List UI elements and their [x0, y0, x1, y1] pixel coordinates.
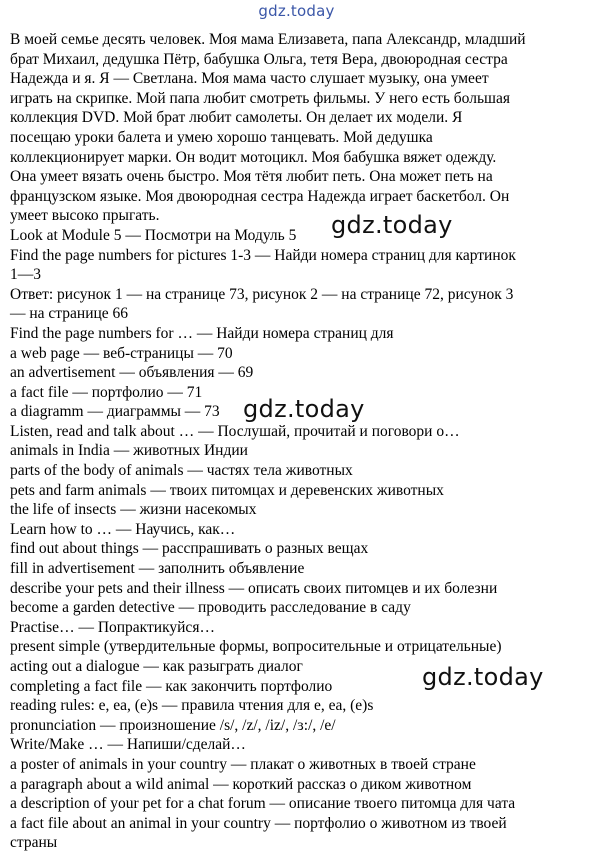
list-item: present simple (утвердительные формы, вопросительные и отрицательные)	[10, 638, 502, 656]
list-item: страны	[10, 834, 58, 852]
task-line: Find the page numbers for pictures 1-3 — Найди номера страниц для картинок	[10, 246, 516, 264]
section-heading: Write/Make … — Напиши/сделай…	[10, 736, 246, 754]
story-line: Надежда и я. Я — Светлана. Моя мама часто слушает музыку, она умеет	[10, 70, 489, 88]
story-line: коллекционирует марки. Он водит мотоцикл. Моя бабушка вяжет одежду.	[10, 148, 497, 166]
watermark-text: gdz.today	[422, 663, 544, 691]
list-item: a poster of animals in your country — плакат о животных в твоей стране	[10, 755, 476, 773]
section-heading: Listen, read and talk about … — Послушай, прочитай и поговори о…	[10, 422, 460, 440]
document-body	[10, 30, 586, 853]
list-item: a paragraph about a wild animal — короткий рассказ о диком животном	[10, 775, 472, 793]
site-header-logo[interactable]: gdz.today	[258, 2, 335, 20]
story-line: умеет высоко прыгать.	[10, 207, 160, 225]
story-line: Она умеет вязать очень быстро. Моя тётя любит петь. Она может петь на	[10, 168, 493, 186]
task-line: 1—3	[10, 266, 41, 284]
list-item: completing a fact file — как закончить портфолио	[10, 677, 333, 695]
list-item: a description of your pet for a chat forum — описание твоего питомца для чата	[10, 795, 516, 813]
answer-line: Ответ: рисунок 1 — на странице 73, рисунок 2 — на странице 72, рисунок 3	[10, 285, 514, 303]
story-line: посещаю уроки балета и умею хорошо танцевать. Мой дедушка	[10, 128, 433, 146]
list-item: a fact file about an animal in your country — портфолио о животном из твоей	[10, 814, 507, 832]
list-item: a diagramm — диаграммы — 73	[10, 403, 220, 421]
section-heading: Learn how to … — Научись, как…	[10, 520, 236, 538]
watermark-text: gdz.today	[243, 395, 365, 423]
list-item: a web page — веб-страницы — 70	[10, 344, 233, 362]
watermark-text: gdz.today	[331, 211, 453, 239]
list-item: fill in advertisement — заполнить объявление	[10, 560, 305, 578]
section-heading: Practise… — Попрактикуйся…	[10, 618, 215, 636]
list-item: the life of insects — жизни насекомых	[10, 501, 257, 519]
answer-line: — на странице 66	[10, 305, 129, 323]
story-line: французском языке. Моя двоюродная сестра Надежда играет баскетбол. Он	[10, 187, 510, 205]
list-item: a fact file — портфолио — 71	[10, 383, 203, 401]
section-heading: Find the page numbers for … — Найди номера страниц для	[10, 324, 394, 342]
list-item: describe your pets and their illness — описать своих питомцев и их болезни	[10, 579, 498, 597]
list-item: animals in India — животных Индии	[10, 442, 248, 460]
story-line: брат Михаил, дедушка Пётр, бабушка Ольга, тетя Вера, двоюродная сестра	[10, 50, 508, 68]
list-item: reading rules: e, ea, (e)s — правила чтения для e, ea, (e)s	[10, 697, 374, 715]
list-item: an advertisement — объявления — 69	[10, 364, 254, 382]
story-line: В моей семье десять человек. Моя мама Елизавета, папа Александр, младший	[10, 31, 526, 48]
list-item: parts of the body of animals — частях тела животных	[10, 462, 353, 480]
family-story	[10, 30, 586, 226]
list-item: find out about things — расспрашивать о разных вещах	[10, 540, 369, 558]
list-item: pronunciation — произношение /s/, /z/, /iz/, /ɜ:/, /e/	[10, 716, 336, 734]
story-line: играть на скрипке. Мой папа любит смотреть фильмы. У него есть большая	[10, 89, 510, 107]
module-heading: Look at Module 5 — Посмотри на Модуль 5	[10, 226, 297, 244]
story-line: коллекция DVD. Мой брат любит самолеты. Он делает их модели. Я	[10, 109, 463, 127]
list-item: acting out a dialogue — как разыграть диалог	[10, 658, 303, 675]
list-item: become a garden detective — проводить расследование в саду	[10, 599, 411, 617]
list-item: pets and farm animals — твоих питомцах и деревенских животных	[10, 481, 444, 499]
